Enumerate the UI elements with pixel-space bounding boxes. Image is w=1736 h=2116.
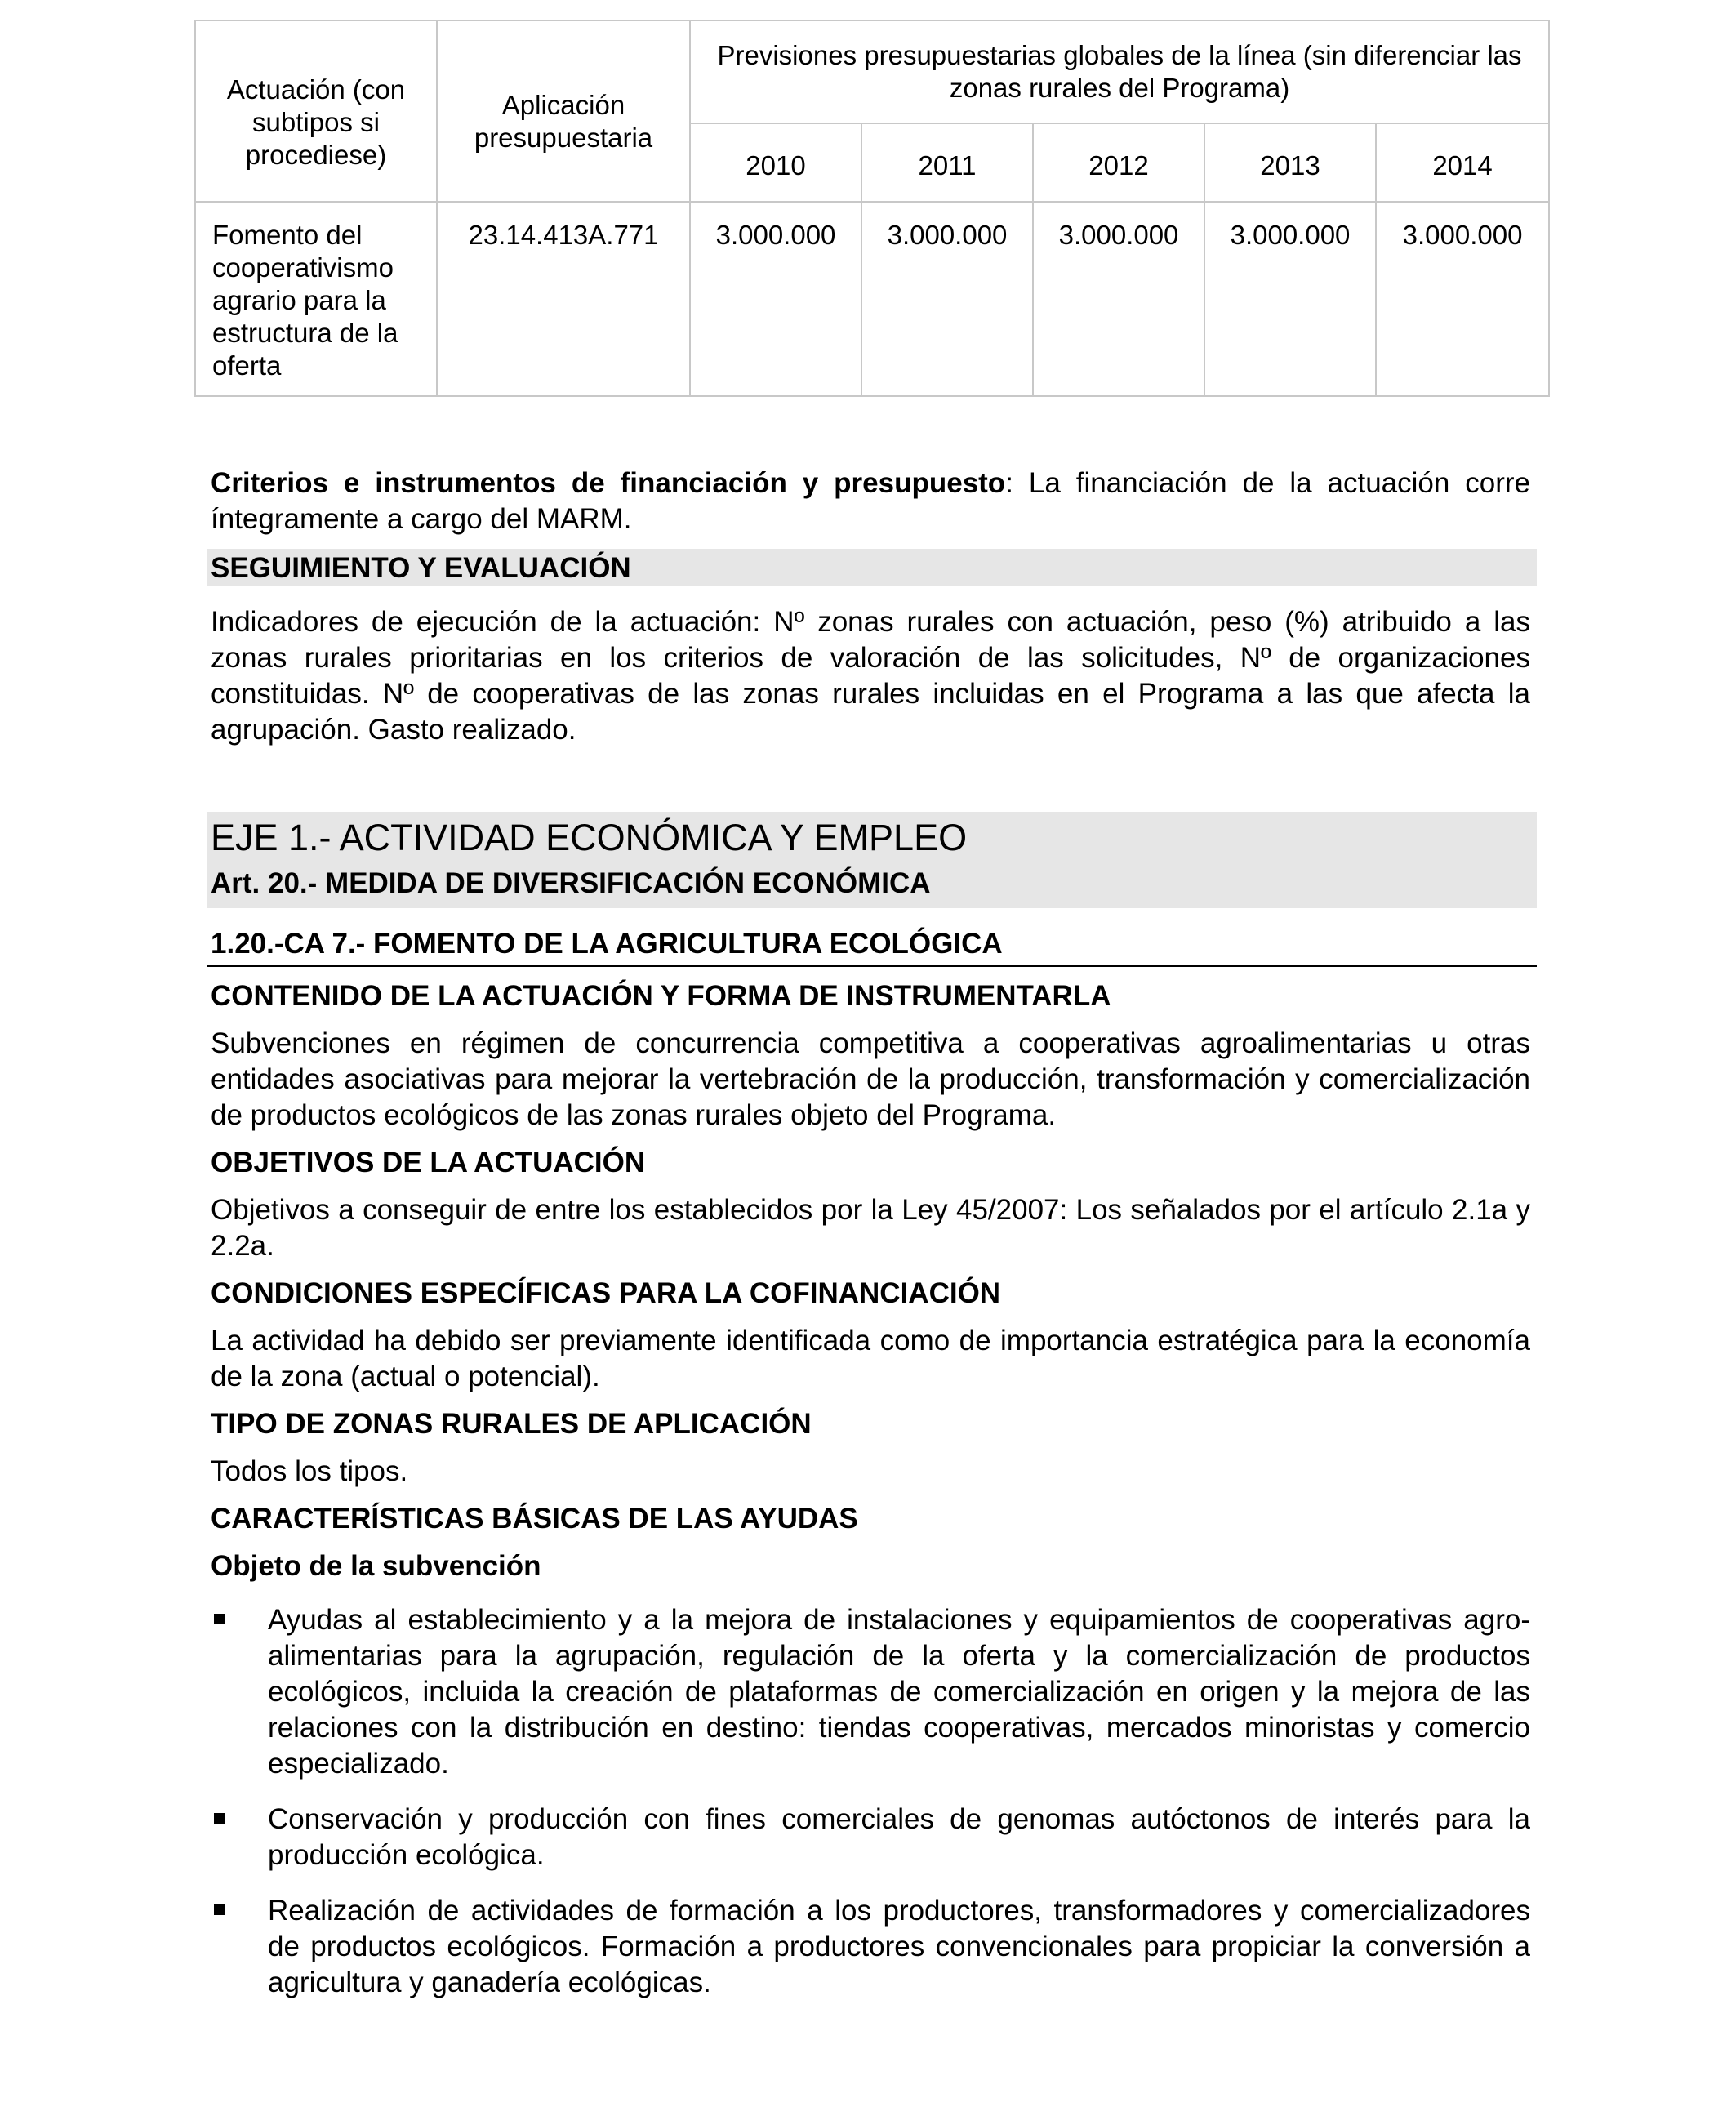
table-header-row <box>195 20 1549 123</box>
criterios-separator: : <box>1005 467 1013 499</box>
criterios-paragraph <box>211 466 1530 537</box>
document-body <box>211 466 1530 2001</box>
cell-value: 3.000.000 <box>861 202 1033 396</box>
art-title: Art. 20.- MEDIDA DE DIVERSIFICACIÓN ECONÓMICA <box>211 867 931 899</box>
cell-value: 3.000.000 <box>1033 202 1204 396</box>
cell-actuacion: Fomento del cooperativismo agrario para la estructura de la oferta <box>195 202 437 396</box>
list-item-text: Conservación y producción con fines comerciales de genomas autóctonos de interés para la producción ecológica. <box>268 1803 1530 1871</box>
list-item <box>211 1893 1530 2001</box>
header-year: 2012 <box>1033 123 1204 202</box>
caracteristicas-heading: CARACTERÍSTICAS BÁSICAS DE LAS AYUDAS <box>211 1503 858 1535</box>
objetivos-text: Objetivos a conseguir de entre los establecidos por la Ley 45/2007: Los señalados por el artículo 2.1a y 2.2a. <box>211 1194 1530 1262</box>
objeto-list <box>211 1602 1530 2001</box>
section-title: 1.20.-CA 7.- FOMENTO DE LA AGRICULTURA ECOLÓGICA <box>207 926 1537 967</box>
cell-value: 3.000.000 <box>690 202 861 396</box>
cell-aplicacion: 23.14.413A.771 <box>437 202 690 396</box>
seguimiento-heading: SEGUIMIENTO Y EVALUACIÓN <box>207 549 1537 586</box>
criterios-text: La financiación de la actuación corre íntegramente a cargo del MARM. <box>211 467 1531 535</box>
list-item-text: Realización de actividades de formación a los productores, transformadores y comercializadores de productos ecológicos. Formación a productores convencionales para propiciar la conversión a agricultura y ganadería ecológicas. <box>268 1895 1530 1998</box>
condiciones-heading: CONDICIONES ESPECÍFICAS PARA LA COFINANCIACIÓN <box>211 1277 1001 1309</box>
table-row <box>195 202 1549 396</box>
contenido-heading: CONTENIDO DE LA ACTUACIÓN Y FORMA DE INSTRUMENTARLA <box>211 980 1111 1012</box>
contenido-text: Subvenciones en régimen de concurrencia competitiva a cooperativas agroalimentarias u otras entidades asociativas para mejorar la vertebración de la producción, transformación y comercialización de productos ecológicos de las zonas rurales objeto del Programa. <box>211 1027 1530 1131</box>
tipo-text: Todos los tipos. <box>211 1455 408 1487</box>
objeto-heading: Objeto de la subvención <box>211 1550 541 1582</box>
eje-title: EJE 1.- ACTIVIDAD ECONÓMICA Y EMPLEO <box>211 817 968 858</box>
square-bullet-icon <box>214 1904 225 1915</box>
list-item-text: Ayudas al establecimiento y a la mejora de instalaciones y equipamientos de cooperativas agro-alimentarias para la agrupación, regulación de la oferta y la comercialización de productos ecológicos, incluida la creación de plataformas de comercialización en origen y la mejora de las relaciones con la distribución en destino: tiendas cooperativas, mercados minoristas y comercio especializado. <box>268 1604 1530 1780</box>
seguimiento-text: Indicadores de ejecución de la actuación: Nº zonas rurales con actuación, peso (%) atribuido a las zonas rurales prioritarias en los criterios de valoración de las solicitudes, Nº de organizaciones constituidas. Nº de cooperativas de las zonas rurales incluidas en el Programa a las que afecta la agrupación. Gasto realizado. <box>211 606 1530 746</box>
square-bullet-icon <box>214 1614 225 1624</box>
header-year: 2011 <box>861 123 1033 202</box>
eje-block <box>207 812 1537 908</box>
header-actuacion: Actuación (con subtipos si procediese) <box>195 20 437 202</box>
budget-table <box>194 20 1550 397</box>
condiciones-text: La actividad ha debido ser previamente identificada como de importancia estratégica para la economía de la zona (actual o potencial). <box>211 1325 1530 1392</box>
header-year: 2013 <box>1204 123 1376 202</box>
tipo-heading: TIPO DE ZONAS RURALES DE APLICACIÓN <box>211 1408 812 1440</box>
objetivos-heading: OBJETIVOS DE LA ACTUACIÓN <box>211 1147 646 1178</box>
header-previsiones: Previsiones presupuestarias globales de la línea (sin diferenciar las zonas rurales del Programa) <box>690 20 1549 123</box>
cell-value: 3.000.000 <box>1376 202 1549 396</box>
header-aplicacion: Aplicación presupuestaria <box>437 20 690 202</box>
list-item <box>211 1802 1530 1873</box>
list-item <box>211 1602 1530 1782</box>
header-year: 2014 <box>1376 123 1549 202</box>
criterios-label: Criterios e instrumentos de financiación y presupuesto <box>211 467 1006 499</box>
header-year: 2010 <box>690 123 861 202</box>
cell-value: 3.000.000 <box>1204 202 1376 396</box>
square-bullet-icon <box>214 1813 225 1824</box>
